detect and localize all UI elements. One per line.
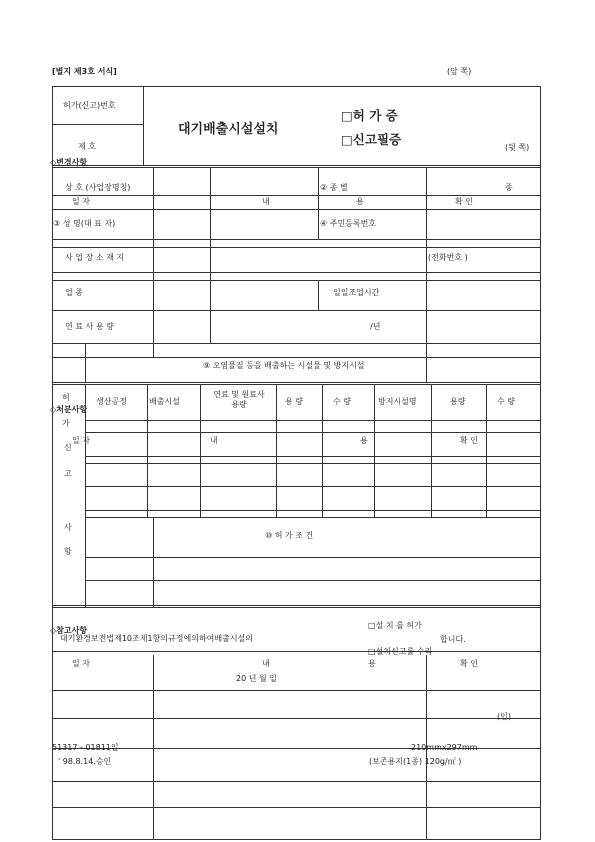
footer-approval: ' 98.8.14.승인 [58,757,112,766]
fuel-usage-label: 연 료 사 용 량 [65,322,114,331]
disposition-confirm-label: 확 인 [460,436,478,445]
phone-label: (전화번호 ) [428,253,468,262]
type-value: 종 [505,183,513,192]
reference-items-label: ◇참고사항 [50,626,88,635]
statement-ending: 합니다. [440,635,466,644]
side-label-5: 사 [64,523,72,532]
footer-code: 51317 - 01811일 [52,743,119,752]
permit-conditions-label: ⑩ 허 가 조 건 [265,531,314,540]
number-label: 제 호 [78,142,96,151]
col-prevention-quantity: 수 량 [497,397,515,406]
industry-label: 업 종 [65,288,83,297]
facilities-section-title: ⑨ 오염물질 등을 배출하는 시설물 및 방지시설 [203,361,365,370]
reference-content-label-2: 용 [368,659,376,668]
side-label-4: 고 [64,469,72,478]
col-capacity: 용 량 [285,397,303,406]
disposition-content-label: 내 [210,436,218,445]
change-content-label: 내 [262,197,270,206]
side-label-1: 허 [62,393,70,402]
per-year-label: /년 [370,322,381,331]
side-label-2: 가 [62,419,70,428]
change-confirm-label: 확 인 [455,197,473,206]
reference-confirm-label: 확 인 [460,659,478,668]
statement-seal: (인) [497,712,511,721]
statement-date-line: 20 년 월 일 [236,674,277,683]
col-prevention-capacity: 용량 [450,397,466,406]
permit-number-label: 허가(신고)번호 [63,101,116,110]
type-label: ② 종 별 [320,183,348,192]
change-content-label-2: 용 [356,197,364,206]
address-label: 사 업 장 소 재 지 [65,253,125,262]
footer-paper: (보존용지(1종) 120g/㎡ ) [369,757,462,766]
daily-hours-label: 일일조업시간 [333,288,380,297]
footer-size: 210mmx297mm [411,743,478,752]
back-side-label: (뒷 쪽) [505,143,530,152]
reference-date-label: 일 자 [72,659,90,668]
change-items-label: ◇변경사항 [50,158,88,167]
trade-name-label: 상 호 (사업장명칭) [65,183,131,192]
col-fuel-usage: 연료 및 원료사 용량 [213,390,265,410]
change-date-label: 일 자 [72,197,90,206]
col-production-process: 생산공정 [96,397,127,406]
representative-label: ③ 성 명(대 표 자) [53,219,116,228]
resident-number-label: ④ 주민등록번호 [320,219,377,228]
option-permit: □허 가 증 [341,108,398,123]
col-prevention-facility: 방지시설명 [378,397,417,406]
statement-text: 대기환경보전법제10조제1항의규정에의하여배출시설의 [60,634,254,643]
option-report: □신고필증 [341,132,402,147]
disposition-content-label-2: 용 [360,436,368,445]
side-label-3: 신 [64,443,72,452]
disposition-date-label: 일 자 [72,436,90,445]
statement-option-install: □설 치 를 허가 [368,621,422,630]
form-label: [별지 제3호 서식] [52,67,117,76]
front-side-label: (앞 쪽) [447,67,472,76]
col-quantity: 수 량 [333,397,351,406]
reference-content-label: 내 [262,659,270,668]
form-title: 대기배출시설설치 [178,122,279,137]
disposition-items-label: ◇처분사항 [50,405,88,414]
col-emission-facility: 배출시설 [149,397,180,406]
statement-option-report: □설치신고를 수리 [368,647,433,656]
side-label-6: 항 [64,547,72,556]
